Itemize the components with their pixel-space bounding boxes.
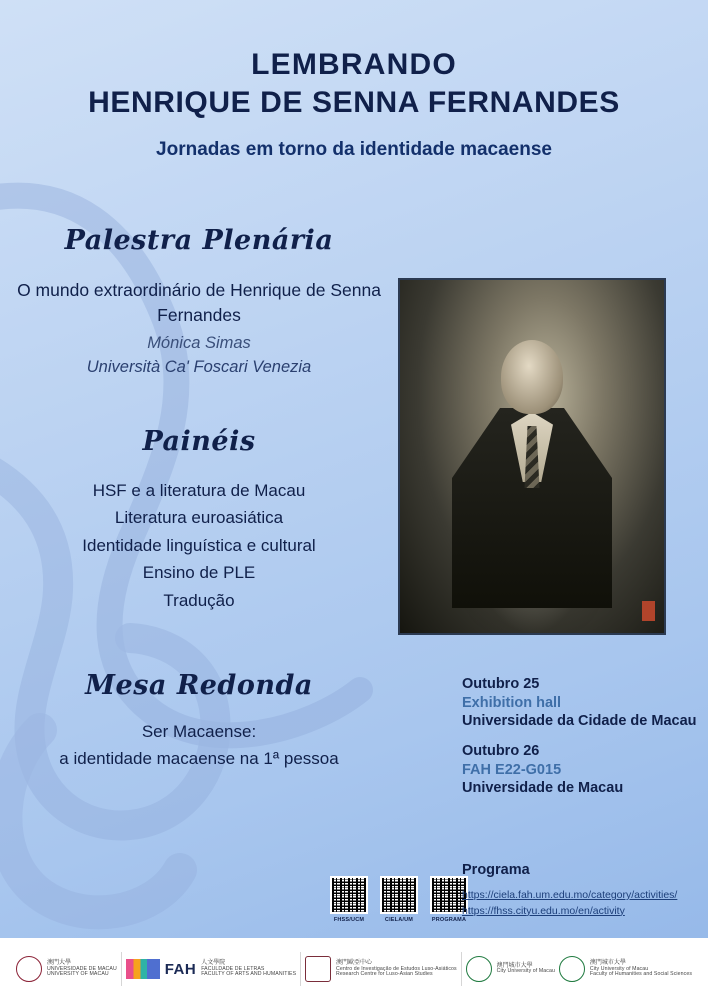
logo-city-university-of-macau bbox=[466, 956, 555, 982]
schedule-date: Outubro 25 bbox=[462, 676, 540, 692]
logo-en: FACULDADE DE LETRAS bbox=[201, 965, 265, 972]
plenary-speaker: Mónica Simas bbox=[147, 333, 251, 352]
fah-bars-icon bbox=[126, 959, 160, 979]
logo-university-of-macau bbox=[16, 956, 117, 982]
programa-block bbox=[462, 862, 702, 920]
plenary-talk-title: O mundo extraordinário de Henrique de Senna Fernandes bbox=[17, 280, 381, 325]
schedule-venue-room: FAH E22-G015 bbox=[462, 762, 562, 778]
roundtable-line2: a identidade macaense na 1ª pessoa bbox=[59, 748, 339, 768]
logo-cn: 澳門城市大學 bbox=[589, 959, 626, 966]
cityu-crest-icon bbox=[466, 956, 492, 982]
qr-code-label: PROGRAMA bbox=[431, 917, 467, 923]
programa-link-fhss[interactable]: https://fhss.cityu.edu.mo/en/activity bbox=[462, 904, 625, 917]
plenary-heading: Palestra Plenária bbox=[64, 225, 334, 256]
logo-fah bbox=[126, 959, 296, 979]
programa-label: Programa bbox=[462, 862, 530, 878]
logo-en2: FACULTY OF ARTS AND HUMANITIES bbox=[201, 971, 297, 978]
qr-code-icon[interactable] bbox=[380, 876, 418, 914]
logo-ciela bbox=[305, 956, 457, 982]
logo-en: City University of Macau bbox=[589, 965, 649, 972]
logo-cn: 澳門城市大學 bbox=[496, 962, 533, 969]
logo-fah-abbrev: FAH bbox=[164, 960, 197, 978]
schedule-venue-room: Exhibition hall bbox=[462, 695, 562, 711]
qr-code-icon[interactable] bbox=[330, 876, 368, 914]
list-item: Literatura euroasiática bbox=[114, 508, 284, 528]
logo-en: UNIVERSIDADE DE MACAU bbox=[46, 965, 117, 972]
schedule-date: Outubro 26 bbox=[462, 743, 540, 759]
schedule-venue-institution: Universidade de Macau bbox=[462, 780, 624, 796]
logo-en2: Faculty of Humanities and Social Sciences bbox=[589, 971, 693, 978]
qr-code-item[interactable] bbox=[330, 876, 368, 923]
portrait-head bbox=[501, 340, 563, 414]
plenary-section bbox=[8, 225, 390, 380]
logo-cityu-fhss bbox=[559, 956, 692, 982]
panels-list bbox=[8, 477, 390, 615]
logo-divider bbox=[461, 952, 462, 986]
roundtable-line1: Ser Macaense: bbox=[141, 722, 257, 742]
panels-heading: Painéis bbox=[142, 425, 256, 457]
logo-en: Centro de Investigação de Estudos Luso-Asiáticos bbox=[336, 965, 457, 972]
logo-cn: 澳門歐亞中心 bbox=[336, 959, 373, 966]
logo-en: City University of Macau bbox=[496, 968, 555, 975]
page-title-line2: HENRIQUE DE SENNA FERNANDES bbox=[88, 86, 620, 120]
programa-link-ciela[interactable]: https://ciela.fah.um.edu.mo/category/activities/ bbox=[462, 889, 678, 901]
qr-code-label: FHSS/UCM bbox=[333, 917, 365, 923]
qr-code-row bbox=[330, 876, 468, 923]
schedule-block bbox=[462, 662, 700, 796]
poster-header bbox=[0, 46, 708, 161]
list-item: HSF e a literatura de Macau bbox=[92, 480, 306, 500]
roundtable-heading: Mesa Redonda bbox=[85, 670, 313, 702]
logo-divider bbox=[121, 952, 122, 986]
program-column bbox=[8, 225, 390, 778]
portrait-photo bbox=[398, 278, 666, 635]
fhss-crest-icon bbox=[559, 956, 585, 982]
roundtable-section bbox=[8, 670, 390, 772]
list-item: Identidade linguística e cultural bbox=[82, 535, 316, 555]
page-title-line1: LEMBRANDO bbox=[251, 48, 457, 81]
logo-en2: UNIVERSITY OF MACAU bbox=[46, 971, 109, 978]
list-item: Ensino de PLE bbox=[142, 563, 256, 583]
qr-code-label: CIELA/UM bbox=[384, 917, 414, 923]
logo-en2: Research Centre for Luso-Asian Studies bbox=[336, 971, 433, 978]
list-item: Tradução bbox=[163, 590, 235, 610]
schedule-entry bbox=[462, 676, 700, 729]
logo-divider bbox=[300, 952, 301, 986]
ciela-mark-icon bbox=[305, 956, 331, 982]
qr-code-item[interactable] bbox=[380, 876, 418, 923]
page-subtitle: Jornadas em torno da identidade macaense bbox=[156, 138, 552, 160]
portrait-seal bbox=[642, 601, 655, 621]
panels-section bbox=[8, 426, 390, 615]
logo-cn: 人文學院 bbox=[201, 959, 226, 966]
footer-logo-bar bbox=[0, 938, 708, 1000]
plenary-affiliation: Università Ca' Foscari Venezia bbox=[86, 357, 312, 376]
um-crest-icon bbox=[16, 956, 42, 982]
logo-cn: 澳門大學 bbox=[46, 959, 71, 966]
schedule-entry bbox=[462, 743, 700, 796]
schedule-venue-institution: Universidade da Cidade de Macau bbox=[462, 713, 697, 729]
